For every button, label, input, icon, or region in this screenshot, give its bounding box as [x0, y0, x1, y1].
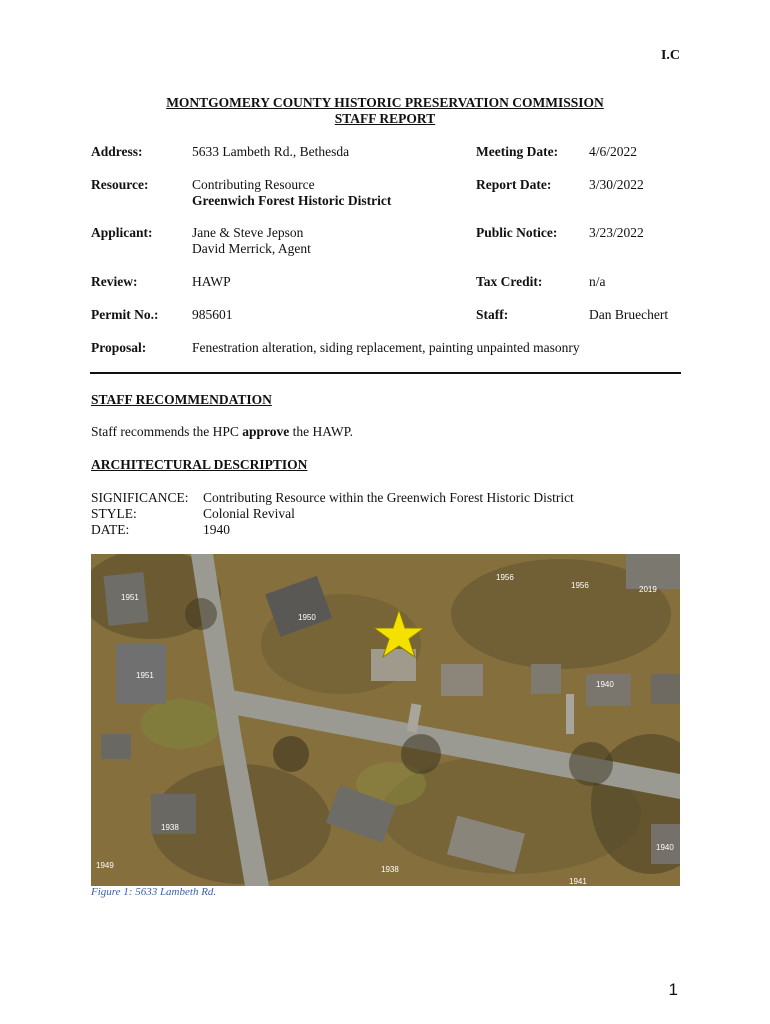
meeting-date-value: 4/6/2022: [589, 144, 638, 159]
tax-credit-label: Tax Credit:: [476, 274, 543, 289]
map-label: 1949: [96, 861, 114, 870]
date-label: DATE:: [91, 522, 130, 537]
style-label: STYLE:: [91, 506, 137, 521]
map-label: 1938: [161, 823, 179, 832]
public-notice-label: Public Notice:: [476, 225, 558, 240]
address-label: Address:: [91, 144, 143, 159]
proposal-value: Fenestration alteration, siding replacement, painting unpainted masonry: [192, 340, 580, 355]
significance-label: SIGNIFICANCE:: [91, 490, 189, 505]
review-label: Review:: [91, 274, 138, 289]
staff-recommendation-heading: STAFF RECOMMENDATION: [91, 392, 272, 407]
map-label: 2019: [639, 585, 657, 594]
section-divider: [90, 372, 681, 374]
map-label: 1951: [136, 671, 154, 680]
map-label: 1956: [496, 573, 514, 582]
agent-value: David Merrick, Agent: [192, 241, 311, 256]
architectural-description-heading: ARCHITECTURAL DESCRIPTION: [91, 457, 308, 472]
permit-label: Permit No.:: [91, 307, 159, 322]
map-label: 1940: [596, 680, 614, 689]
applicant-label: Applicant:: [91, 225, 153, 240]
style-value: Colonial Revival: [203, 506, 295, 521]
aerial-photo: [91, 554, 680, 886]
public-notice-value: 3/23/2022: [589, 225, 644, 240]
recommendation-text: [91, 424, 353, 440]
report-date-value: 3/30/2022: [589, 177, 644, 192]
review-value: HAWP: [192, 274, 231, 289]
tax-credit-value: n/a: [589, 274, 606, 289]
resource-value: Contributing Resource: [192, 177, 315, 192]
aerial-photo-graphic: [91, 554, 680, 886]
recommendation-approve: approve: [242, 424, 290, 439]
meeting-date-label: Meeting Date:: [476, 144, 559, 159]
applicant-value: Jane & Steve Jepson: [192, 225, 304, 240]
staff-label: Staff:: [476, 307, 509, 322]
address-value: 5633 Lambeth Rd., Bethesda: [192, 144, 350, 159]
date-value: 1940: [203, 522, 230, 537]
report-date-label: Report Date:: [476, 177, 552, 192]
map-label: 1941: [569, 877, 587, 886]
recommendation-text-end: the HAWP.: [289, 424, 354, 439]
historic-district-value: Greenwich Forest Historic District: [192, 193, 392, 208]
figure-caption: Figure 1: 5633 Lambeth Rd.: [91, 886, 217, 898]
map-label: 1938: [381, 865, 399, 874]
map-label: 1956: [571, 581, 589, 590]
map-label: 1951: [121, 593, 139, 602]
map-label: 1950: [298, 613, 316, 622]
proposal-label: Proposal:: [91, 340, 147, 355]
commission-title: MONTGOMERY COUNTY HISTORIC PRESERVATION COMMISSION: [166, 95, 604, 110]
map-label: 1940: [656, 843, 674, 852]
report-title: STAFF REPORT: [334, 111, 436, 126]
recommendation-text-start: Staff recommends the HPC: [91, 424, 243, 439]
page-number: 1: [668, 980, 678, 999]
page-id: I.C: [660, 48, 680, 63]
resource-label: Resource:: [91, 177, 149, 192]
permit-value: 985601: [192, 307, 233, 322]
significance-value: Contributing Resource within the Greenwich Forest Historic District: [203, 490, 574, 505]
staff-value: Dan Bruechert: [589, 307, 669, 322]
